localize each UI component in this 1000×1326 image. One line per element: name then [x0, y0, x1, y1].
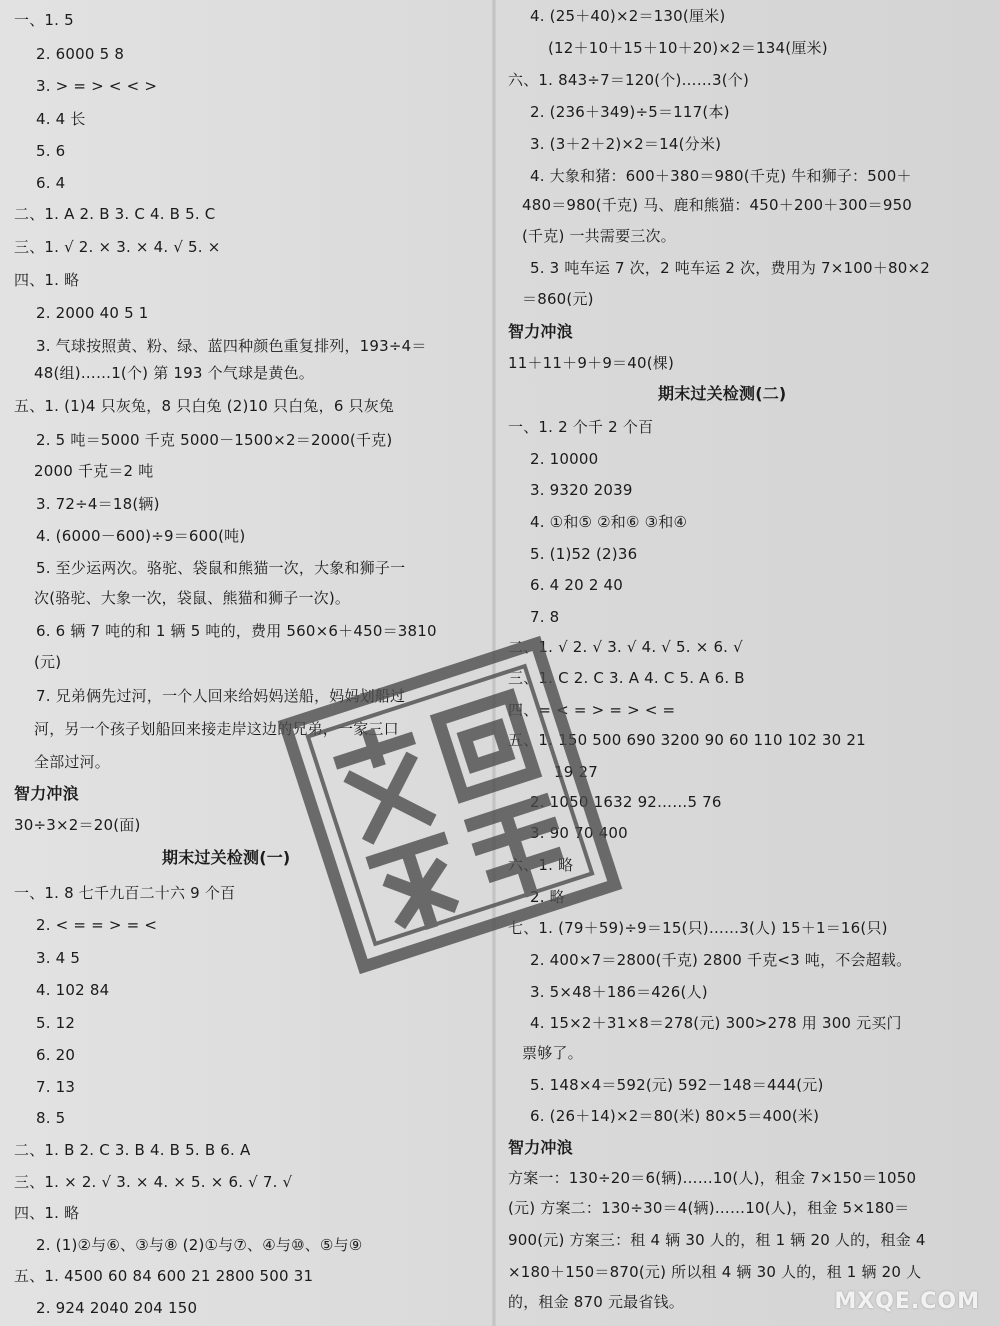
answer-line: 五、1. (1)4 只灰兔，8 只白兔 (2)10 只白兔，6 只灰兔	[14, 397, 395, 415]
answer-line: 4. 4 长	[36, 110, 86, 128]
answer-line: 六、1. 843÷7＝120(个)……3(个)	[508, 71, 750, 89]
answer-line: 4. 大象和猪：600＋380＝980(千克) 牛和狮子：500＋	[530, 167, 912, 185]
answer-line: 四、1. 略	[14, 1204, 80, 1222]
answer-line: 5. 3 吨车运 7 次，2 吨车运 2 次，费用为 7×100＋80×2	[530, 259, 930, 277]
answer-line: ＝860(元)	[522, 290, 594, 308]
answer-line: (千克) 一共需要三次。	[522, 227, 676, 245]
answer-line: 3. 72÷4＝18(辆)	[36, 495, 160, 513]
answer-line: 一、1. 8 七千九百二十六 9 个百	[14, 884, 236, 902]
answer-line: 4. (25＋40)×2＝130(厘米)	[530, 7, 726, 25]
answer-line: 2. 6000 5 8	[36, 45, 125, 63]
answer-line: 三、1. C 2. C 3. A 4. C 5. A 6. B	[508, 669, 745, 687]
answer-line: 3. 9320 2039	[530, 481, 633, 499]
section-title: 智力冲浪	[14, 784, 79, 803]
answer-line: 3. 气球按照黄、粉、绿、蓝四种颜色重复排列，193÷4＝	[36, 337, 427, 355]
answer-line: 19 27	[554, 763, 598, 781]
answer-line: 4. 102 84	[36, 981, 110, 999]
answer-line: 8. 5	[36, 1109, 66, 1127]
answer-line: 2. 略	[530, 888, 565, 906]
section-title: 期末过关检测(二)	[658, 384, 787, 403]
answer-line: 二、1. B 2. C 3. B 4. B 5. B 6. A	[14, 1141, 251, 1159]
answer-line: 六、1. 略	[508, 856, 574, 874]
answer-line: 五、1. 150 500 690 3200 90 60 110 102 30 21	[508, 731, 866, 749]
section-title: 智力冲浪	[508, 1138, 573, 1157]
answer-line: 4. ①和⑤ ②和⑥ ③和④	[530, 513, 688, 531]
answer-line: 五、1. 4500 60 84 600 21 2800 500 31	[14, 1267, 314, 1285]
answer-line: 方案一：130÷20＝6(辆)……10(人)，租金 7×150＝1050	[508, 1169, 917, 1187]
answer-line: 的，租金 870 元最省钱。	[508, 1293, 684, 1311]
answer-line: 2. < = = > = <	[36, 916, 158, 934]
answer-line: 二、1. √ 2. √ 3. √ 4. √ 5. × 6. √	[508, 638, 743, 656]
answer-line: 6. 20	[36, 1046, 76, 1064]
answer-line: 四、= < = > = > < =	[508, 701, 676, 719]
answer-line: 5. 12	[36, 1014, 76, 1032]
site-watermark: MXQE.COM	[834, 1289, 980, 1314]
answer-line: 七、1. (79＋59)÷9＝15(只)……3(人) 15＋1＝16(只)	[508, 919, 888, 937]
answer-line: 7. 13	[36, 1078, 76, 1096]
answer-line: 次(骆驼、大象一次，袋鼠、熊猫和狮子一次)。	[34, 589, 351, 607]
answer-line: 900(元) 方案三：租 4 辆 30 人的，租 1 辆 20 人的，租金 4	[508, 1231, 926, 1249]
answer-line: 4. (6000－600)÷9＝600(吨)	[36, 527, 246, 545]
answer-line: 3. 90 70 400	[530, 824, 628, 842]
answer-line: 票够了。	[522, 1044, 583, 1062]
answer-line: (12＋10＋15＋10＋20)×2＝134(厘米)	[548, 39, 828, 57]
answer-line: 3. 4 5	[36, 949, 81, 967]
answer-line: (元)	[34, 653, 62, 671]
answer-line: 2. 1050 1632 92……5 76	[530, 793, 722, 811]
answer-line: 6. 4 20 2 40	[530, 576, 624, 594]
answer-line: ×180＋150＝870(元) 所以租 4 辆 30 人的，租 1 辆 20 人	[508, 1263, 922, 1281]
answer-line: 11＋11＋9＋9＝40(棵)	[508, 354, 675, 372]
answer-line: 四、1. 略	[14, 271, 80, 289]
answer-line: 3. (3＋2＋2)×2＝14(分米)	[530, 135, 722, 153]
answer-line: 三、1. √ 2. × 3. × 4. √ 5. ×	[14, 238, 221, 256]
answer-line: (元) 方案二：130÷30＝4(辆)……10(人)，租金 5×180＝	[508, 1199, 910, 1217]
answer-line: 2. 10000	[530, 450, 599, 468]
section-title: 期末过关检测(一)	[162, 848, 291, 867]
answer-line: 2. 2000 40 5 1	[36, 304, 149, 322]
answer-line: 480＝980(千克) 马、鹿和熊猫：450＋200＋300＝950	[522, 196, 913, 214]
answer-line: 5. 6	[36, 142, 66, 160]
answer-line: 5. (1)52 (2)36	[530, 545, 638, 563]
answer-line: 二、1. A 2. B 3. C 4. B 5. C	[14, 205, 216, 223]
answer-line: 30÷3×2＝20(面)	[14, 816, 141, 834]
answer-line: 2000 千克＝2 吨	[34, 462, 154, 480]
answer-line: 全部过河。	[34, 753, 111, 771]
answer-line: 7. 兄弟俩先过河，一个人回来给妈妈送船，妈妈划船过	[36, 687, 406, 705]
answer-line: 2. (1)②与⑥、③与⑧ (2)①与⑦、④与⑩、⑤与⑨	[36, 1236, 363, 1254]
answer-line: 5. 至少运两次。骆驼、袋鼠和熊猫一次，大象和狮子一	[36, 559, 406, 577]
answer-line: 三、1. × 2. √ 3. × 4. × 5. × 6. √ 7. √	[14, 1173, 293, 1191]
answer-line: 一、1. 5	[14, 11, 74, 29]
answer-line: 6. 6 辆 7 吨的和 1 辆 5 吨的，费用 560×6＋450＝3810	[36, 622, 437, 640]
section-title: 智力冲浪	[508, 322, 573, 341]
answer-line: 3. 5×48＋186＝426(人)	[530, 983, 708, 1001]
answer-line: 一、1. 2 个千 2 个百	[508, 418, 654, 436]
answer-line: 48(组)……1(个) 第 193 个气球是黄色。	[34, 364, 314, 382]
answer-line: 2. 400×7＝2800(千克) 2800 千克<3 吨，不会超载。	[530, 951, 912, 969]
answer-line: 6. 4	[36, 174, 66, 192]
answer-line: 6. (26＋14)×2＝80(米) 80×5＝400(米)	[530, 1107, 820, 1125]
answer-line: 3. > = > < < >	[36, 77, 158, 95]
answer-line: 2. (236＋349)÷5＝117(本)	[530, 103, 730, 121]
answer-line: 5. 148×4＝592(元) 592－148＝444(元)	[530, 1076, 824, 1094]
answer-line: 4. 15×2＋31×8＝278(元) 300>278 用 300 元买门	[530, 1014, 902, 1032]
answer-line: 2. 924 2040 204 150	[36, 1299, 198, 1317]
answer-line: 2. 5 吨＝5000 千克 5000－1500×2＝2000(千克)	[36, 431, 393, 449]
answer-line: 河，另一个孩子划船回来接走岸这边的兄弟，一家三口	[34, 720, 399, 738]
answer-line: 7. 8	[530, 608, 560, 626]
